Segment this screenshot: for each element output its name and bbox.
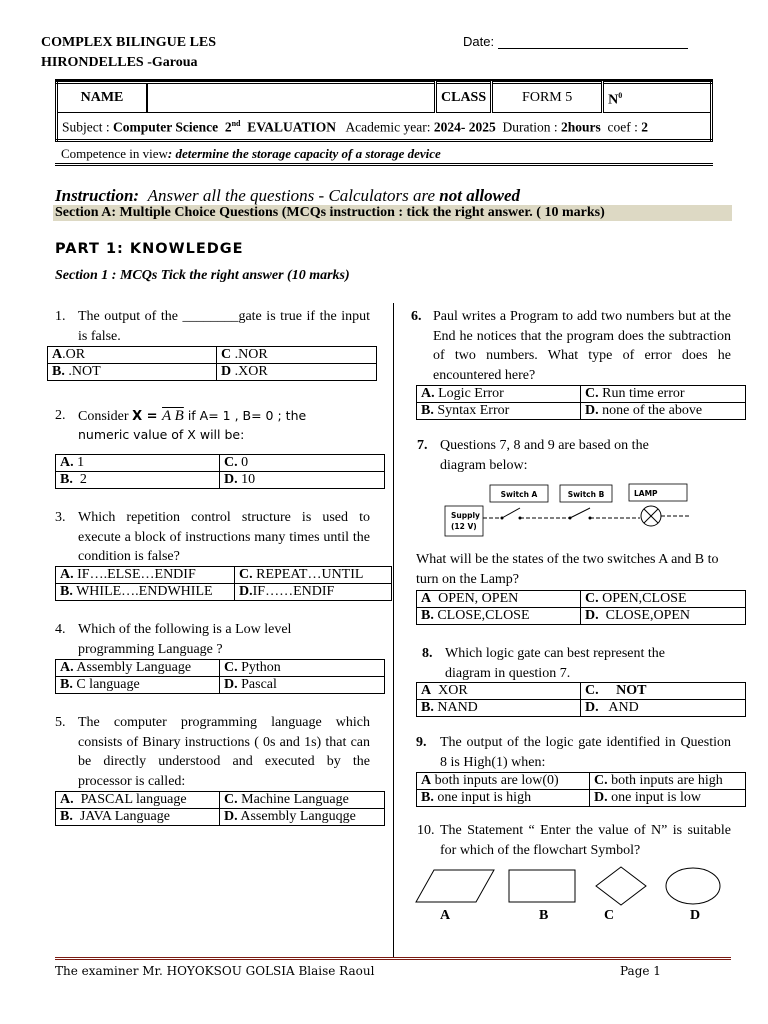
option-c[interactable]: C. NOT [581, 683, 746, 700]
identity-table [55, 81, 713, 142]
footer-rule [55, 957, 731, 960]
option-b[interactable]: B. NAND [417, 700, 581, 717]
option-a[interactable]: A. 1 [56, 455, 220, 472]
subject-row: Subject : Computer Science 2nd EVALUATION Academic year: 2024- 2025 Duration : 2hours coef : 2 [57, 113, 712, 141]
lamp-label: LAMP [634, 489, 658, 498]
option-b[interactable]: B. one input is high [417, 790, 590, 807]
option-c[interactable]: C. Machine Language [220, 792, 385, 809]
symbol-label-b: B [539, 908, 549, 923]
option-c[interactable]: C. Python [220, 660, 385, 677]
option-a[interactable]: A XOR [417, 683, 581, 700]
option-d[interactable]: D. none of the above [581, 403, 746, 420]
flowchart-symbols [414, 866, 724, 910]
option-b[interactable]: B. .NOT [48, 364, 217, 381]
q1-options [47, 346, 377, 381]
switch-a-label: Switch A [500, 490, 538, 499]
class-label: CLASS [436, 83, 492, 113]
option-c[interactable]: C. Run time error [581, 386, 746, 403]
option-b[interactable]: B. WHILE….ENDWHILE [56, 584, 235, 601]
section-a-banner: Section A: Multiple Choice Questions (MCQs instruction : tick the right answer. ( 10 marks) [53, 205, 732, 221]
circuit-wires [483, 506, 690, 526]
option-a[interactable]: A OPEN, OPEN [417, 591, 581, 608]
supply-label: Supply [451, 511, 480, 520]
q7-options [416, 590, 746, 625]
page-number: Page 1 [620, 964, 661, 978]
name-field [147, 83, 436, 113]
column-divider [393, 303, 394, 957]
rectangle-symbol [509, 870, 575, 902]
circuit-diagram [440, 482, 700, 546]
option-d[interactable]: D. AND [581, 700, 746, 717]
school-name: COMPLEX BILINGUE LES HIRONDELLES -Garoua [41, 35, 217, 70]
competence-row: Competence in view: determine the storage capacity of a storage device [61, 146, 441, 161]
option-a[interactable]: A. Logic Error [417, 386, 581, 403]
number-field: $N^0$ [603, 83, 712, 113]
part-1-heading: PART 1: KNOWLEDGE [55, 241, 244, 257]
option-d[interactable]: D. Assembly Languqge [220, 809, 385, 826]
option-d[interactable]: D. Pascal [220, 677, 385, 694]
q6-options [416, 385, 746, 420]
name-label: NAME [57, 83, 148, 113]
option-c[interactable]: C. OPEN,CLOSE [581, 591, 746, 608]
q3-options [55, 566, 392, 601]
examiner-name: The examiner Mr. HOYOKSOU GOLSIA Blaise Raoul [55, 964, 375, 978]
option-c[interactable]: C .NOR [217, 347, 377, 364]
instruction: Instruction: Answer all the questions - Calculators are not allowed [55, 186, 521, 205]
option-d[interactable]: D. CLOSE,OPEN [581, 608, 746, 625]
symbol-label-c: C [604, 908, 615, 923]
question-7-prompt: What will be the states of the two switches A and B to turn on the Lamp? [416, 552, 719, 587]
option-c[interactable]: C. both inputs are high [590, 773, 746, 790]
supply-voltage-label: (12 V) [451, 522, 477, 531]
date-field: Date: [463, 34, 688, 49]
symbol-label-a: A [440, 908, 451, 923]
date-blank [498, 36, 688, 49]
diamond-symbol [596, 867, 646, 905]
section-1-heading: Section 1 : MCQs Tick the right answer (10 marks) [55, 268, 350, 283]
competence-rule [55, 163, 713, 166]
q5-options [55, 791, 385, 826]
option-a[interactable]: A. Assembly Language [56, 660, 220, 677]
class-value: FORM 5 [492, 83, 603, 113]
q2-options [55, 454, 385, 489]
option-c[interactable]: C. 0 [220, 455, 385, 472]
option-b[interactable]: B. 2 [56, 472, 220, 489]
symbol-label-d: D [690, 908, 701, 923]
q4-options [55, 659, 385, 694]
option-a[interactable]: A. PASCAL language [56, 792, 220, 809]
option-a[interactable]: A. IF….ELSE…ENDIF [56, 567, 235, 584]
option-b[interactable]: B. JAVA Language [56, 809, 220, 826]
parallelogram-symbol [416, 870, 494, 902]
switch-b-label: Switch B [567, 490, 605, 499]
option-d[interactable]: D .XOR [217, 364, 377, 381]
ellipse-symbol [666, 868, 720, 904]
q9-options [416, 772, 746, 807]
option-d[interactable]: D. one input is low [590, 790, 746, 807]
option-a[interactable]: A.OR [48, 347, 217, 364]
option-c[interactable]: C. REPEAT…UNTIL [235, 567, 392, 584]
option-d[interactable]: D.IF……ENDIF [235, 584, 392, 601]
option-b[interactable]: B. CLOSE,CLOSE [417, 608, 581, 625]
q8-options [416, 682, 746, 717]
option-d[interactable]: D. 10 [220, 472, 385, 489]
option-b[interactable]: B. C language [56, 677, 220, 694]
option-b[interactable]: B. Syntax Error [417, 403, 581, 420]
option-a[interactable]: A both inputs are low(0) [417, 773, 590, 790]
